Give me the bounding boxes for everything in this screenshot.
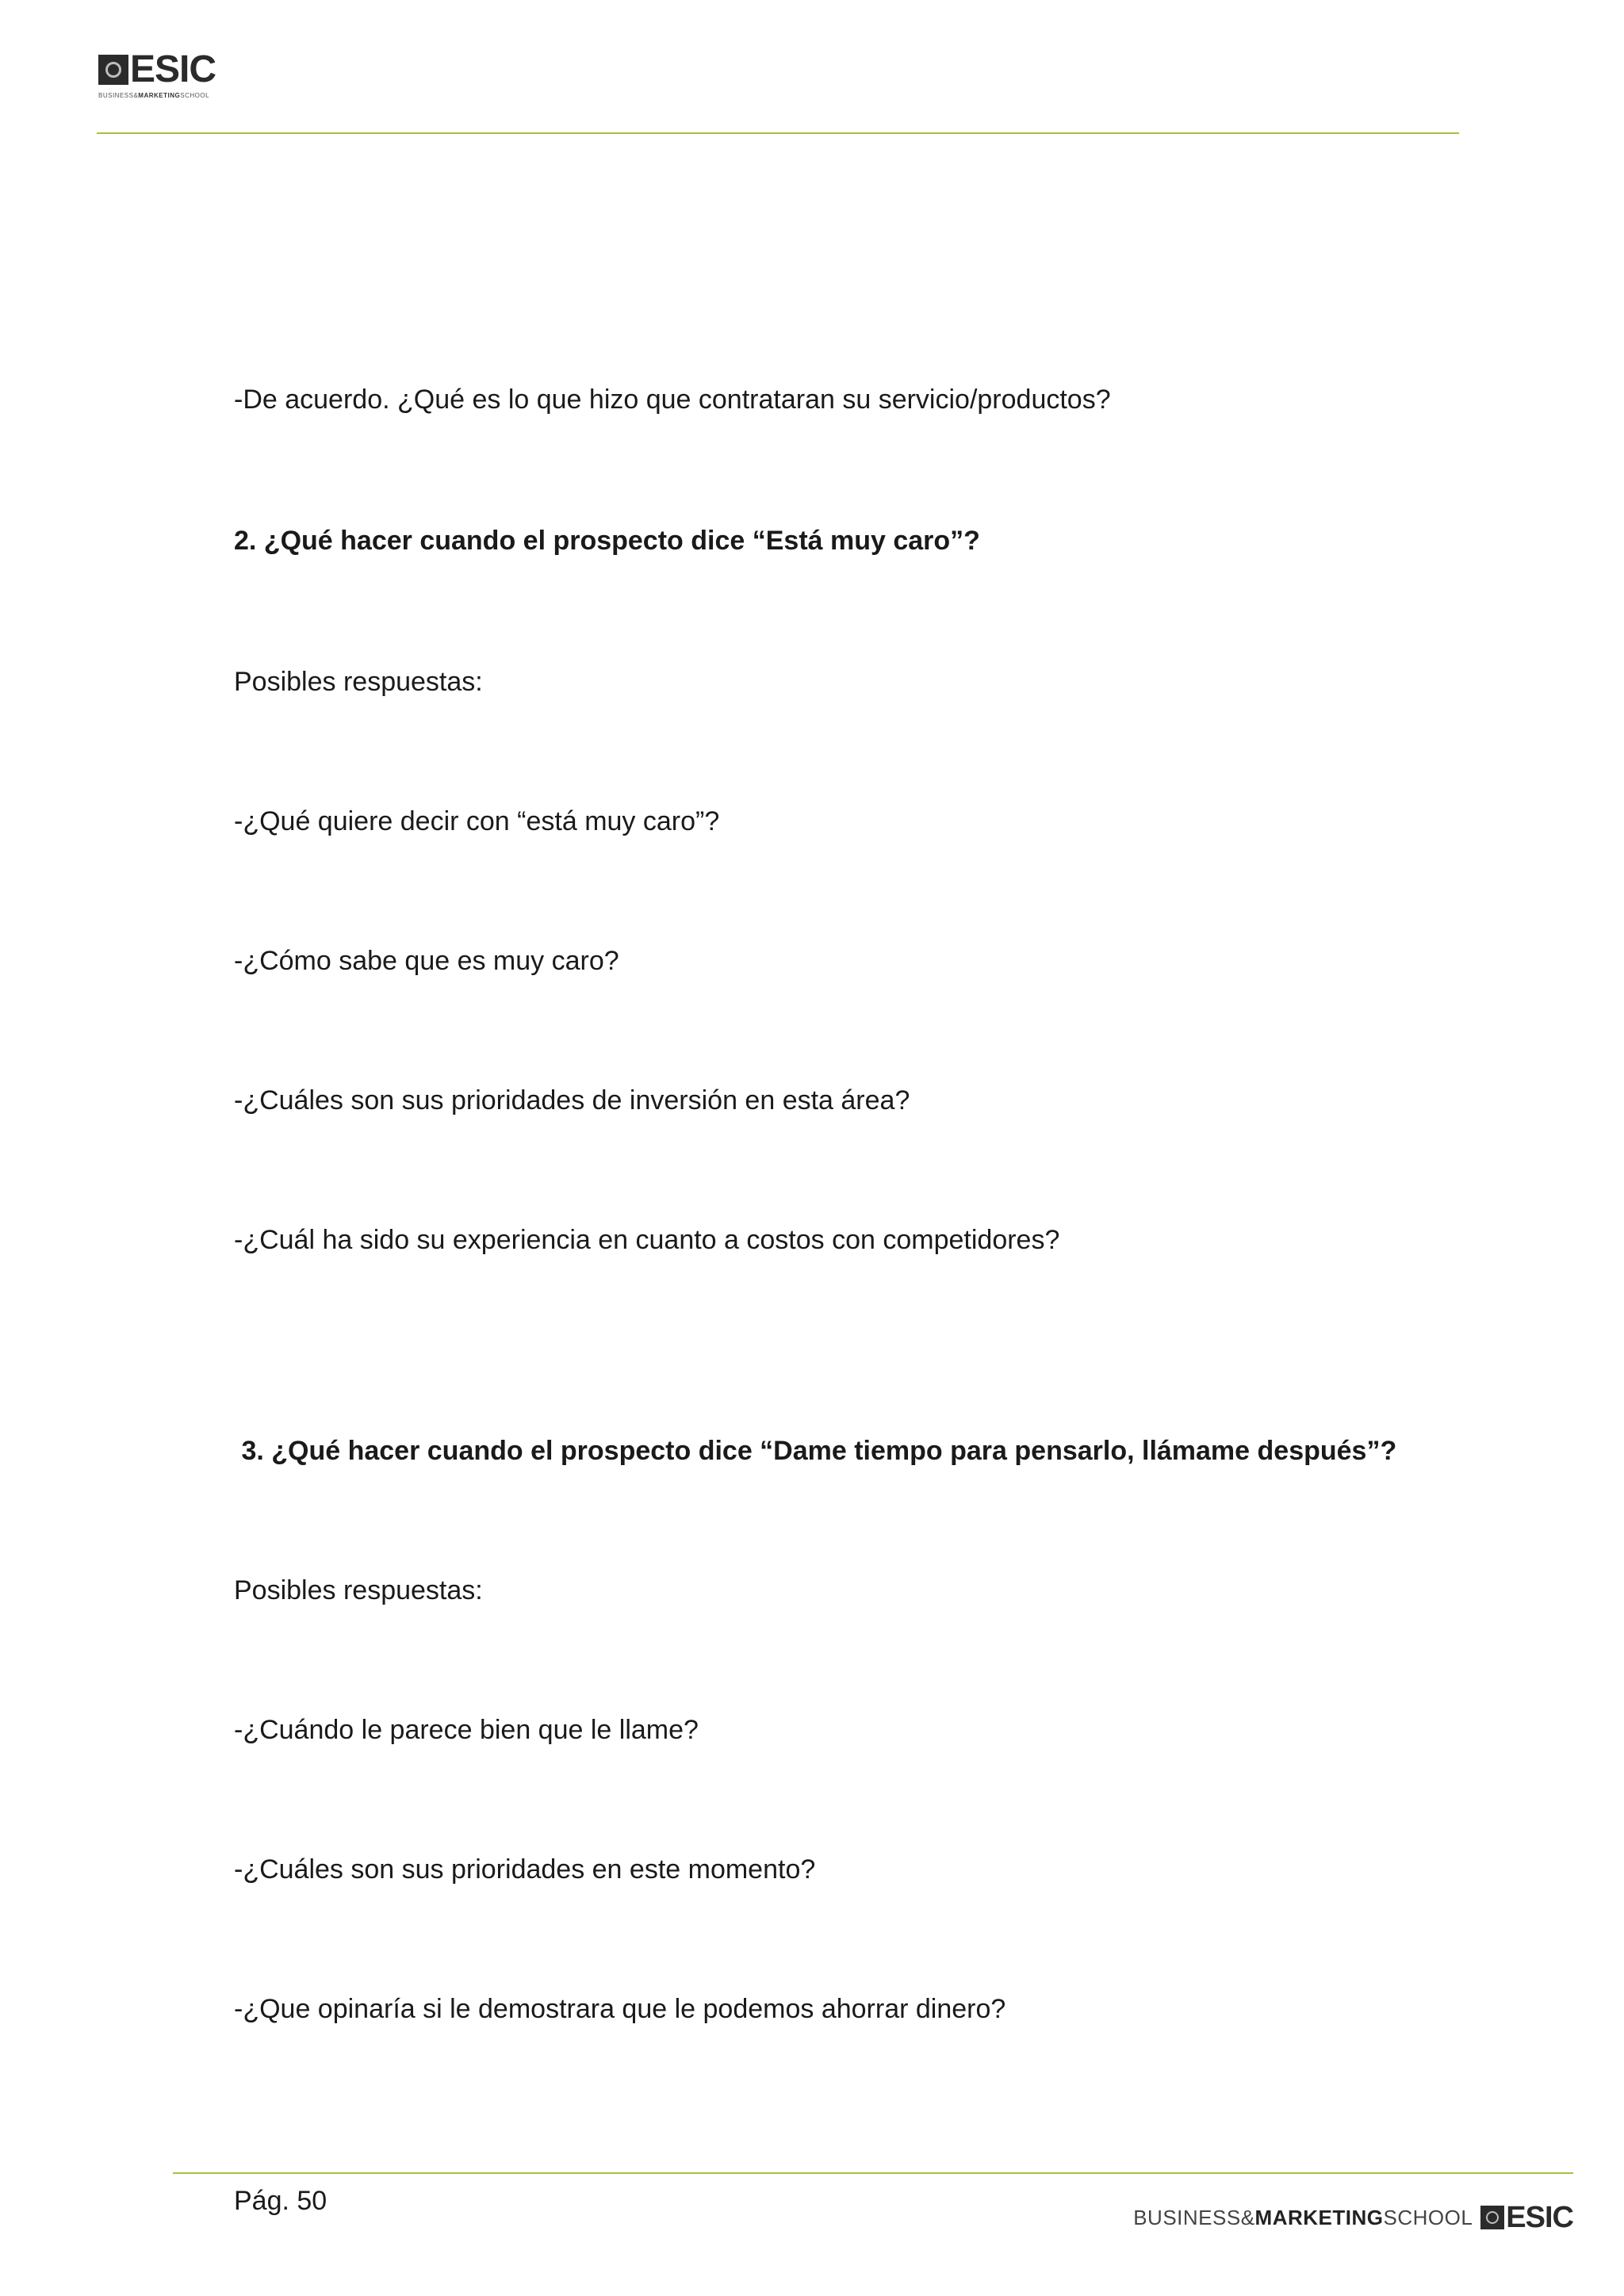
text-line: -¿Que opinaría si le demostrara que le podemos ahorrar dinero? (234, 1994, 1006, 2024)
section-heading-3: 3. ¿Qué hacer cuando el prospecto dice “Dame tiempo para pensarlo, llámame después”? (234, 1436, 1397, 1466)
footer-brand-text (1133, 2206, 1473, 2230)
esic-emblem-icon (1480, 2206, 1504, 2229)
text-line: -¿Cómo sabe que es muy caro? (234, 946, 619, 976)
footer-brand-marketing: MARKETING (1254, 2205, 1384, 2229)
esic-emblem-icon (98, 55, 128, 85)
text-line: -¿Cuándo le parece bien que le llame? (234, 1715, 699, 1745)
text-line: Posibles respuestas: (234, 1575, 483, 1605)
text-line: -¿Cuáles son sus prioridades en este momento? (234, 1854, 816, 1885)
text-line: -¿Cuál ha sido su experiencia en cuanto a costos con competidores? (234, 1225, 1060, 1255)
header-divider (97, 132, 1459, 134)
page-number: Pág. 50 (234, 2186, 327, 2216)
section-heading-2: 2. ¿Qué hacer cuando el prospecto dice “Está muy caro”? (234, 526, 980, 556)
footer-brand (1133, 2202, 1573, 2233)
esic-logo-mark (98, 49, 254, 90)
footer-logo (1480, 2202, 1573, 2233)
logo-subtitle (98, 92, 254, 99)
footer-divider (173, 2172, 1573, 2174)
text-line: -¿Qué quiere decir con “está muy caro”? (234, 806, 720, 836)
text-line: -De acuerdo. ¿Qué es lo que hizo que contrataran su servicio/productos? (234, 385, 1111, 415)
logo-sub-school: SCHOOL (180, 92, 210, 99)
header-logo (98, 49, 254, 103)
logo-text: ESIC (130, 48, 216, 90)
text-line: -¿Cuáles son sus prioridades de inversión en esta área? (234, 1085, 910, 1115)
footer-logo-text: ESIC (1506, 2201, 1573, 2234)
footer-brand-school: SCHOOL (1383, 2205, 1473, 2229)
logo-sub-marketing: MARKETING (138, 92, 181, 99)
logo-sub-business: BUSINESS& (98, 92, 139, 99)
footer-brand-business: BUSINESS& (1133, 2205, 1255, 2229)
text-line: Posibles respuestas: (234, 667, 483, 697)
